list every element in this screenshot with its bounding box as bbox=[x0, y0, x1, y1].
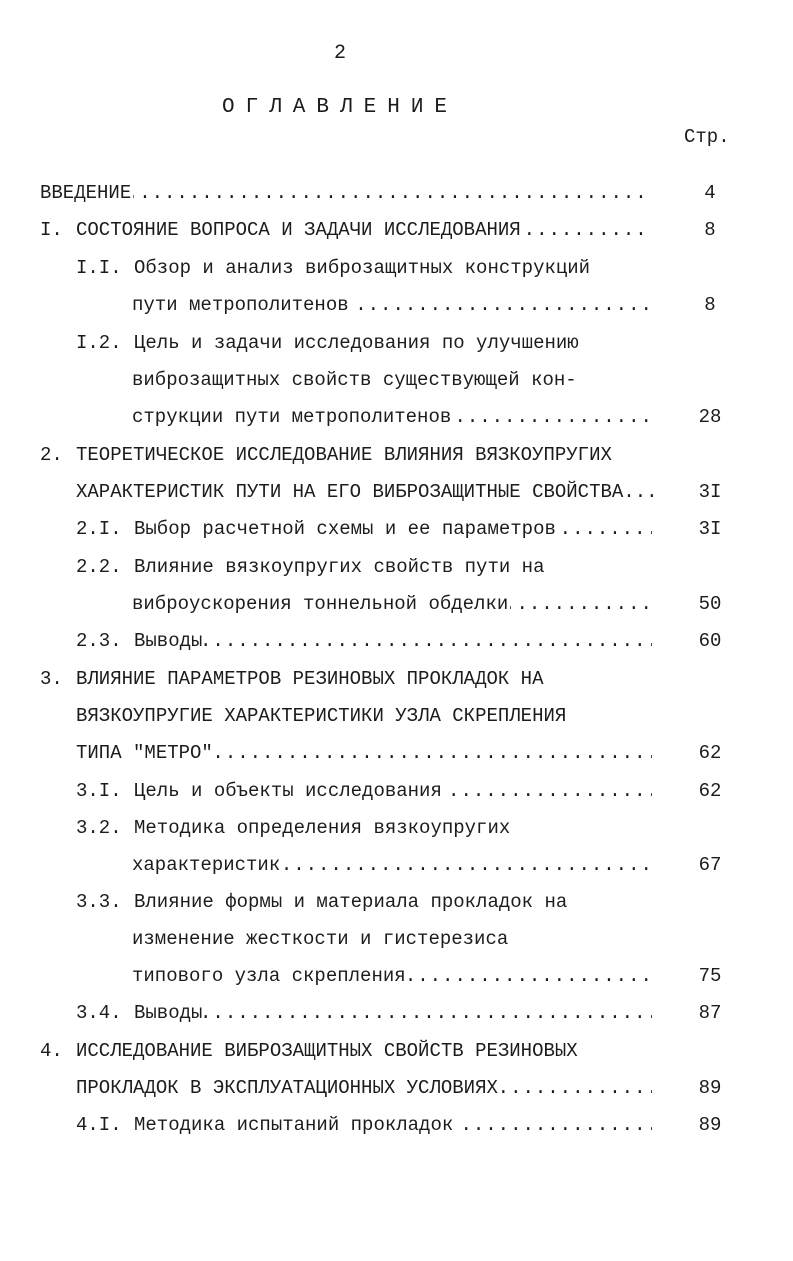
toc-entry-section-2-2-cont[interactable] bbox=[132, 589, 652, 619]
toc-entry-text: Обзор и анализ виброзащитных конструкций bbox=[134, 257, 591, 279]
toc-entry-number: 3.2. bbox=[76, 817, 122, 839]
toc-entry-chapter-1[interactable] bbox=[40, 215, 652, 245]
toc-entry-number: 4. bbox=[40, 1040, 63, 1062]
toc-entry-text: Цель и задачи исследования по улучшению bbox=[134, 332, 579, 354]
toc-entry-section-2-3[interactable] bbox=[76, 626, 652, 656]
toc-entry-text: ..... характеристик bbox=[132, 850, 282, 880]
toc-entry-section-1-2-cont2[interactable] bbox=[132, 402, 652, 432]
toc-entry-chapter-4-cont[interactable] bbox=[76, 1073, 652, 1103]
toc-entry-chapter-3-cont[interactable] bbox=[76, 701, 652, 731]
toc-entry-page: 8 bbox=[704, 219, 716, 241]
toc-entry-page: 89 bbox=[698, 1077, 722, 1099]
toc-entry-text: ..... ТИПА "МЕТРО" bbox=[76, 738, 215, 768]
page-column-label: Стр. bbox=[684, 126, 730, 148]
toc-entry-page: 3I bbox=[698, 518, 722, 540]
toc-entry-text: ..... типового узла скрепления bbox=[132, 961, 408, 991]
toc-entry-chapter-4[interactable] bbox=[40, 1036, 652, 1066]
toc-entry-number: 2.3. bbox=[76, 630, 122, 652]
toc-entry-number: 4.I. bbox=[76, 1114, 122, 1136]
toc-entry-section-1-2-cont[interactable] bbox=[132, 365, 652, 395]
toc-entry-text: изменение жесткости и гистерезиса bbox=[132, 924, 510, 954]
toc-entry-text: ..... струкции пути метрополитенов bbox=[132, 402, 453, 432]
toc-entry-text: Цель и объекты исследования bbox=[134, 780, 442, 802]
toc-entry-text: ..... пути метрополитенов bbox=[132, 290, 351, 320]
toc-entry-text: ..... виброускорения тоннельной обделки bbox=[132, 589, 510, 619]
toc-entry-page: 87 bbox=[698, 1002, 722, 1024]
toc-entry-introduction[interactable] bbox=[40, 178, 652, 208]
toc-entry-number: 2.2. bbox=[76, 556, 122, 578]
toc-entry-page: 89 bbox=[698, 1114, 722, 1136]
toc-entry-page: 8 bbox=[704, 294, 716, 316]
toc-entry-page: 50 bbox=[698, 593, 722, 615]
toc-entry-section-3-3-cont2[interactable] bbox=[132, 961, 652, 991]
toc-entry-number: I.I. bbox=[76, 257, 122, 279]
toc-entry-text: Влияние вязкоупругих свойств пути на bbox=[134, 556, 545, 578]
toc-entry-text: ВЛИЯНИЕ ПАРАМЕТРОВ РЕЗИНОВЫХ ПРОКЛАДОК НА bbox=[76, 668, 544, 690]
toc-entry-number: 3.I. bbox=[76, 780, 122, 802]
page-number: 2 bbox=[333, 42, 346, 65]
toc-entry-section-3-2[interactable] bbox=[76, 813, 652, 843]
toc-entry-text: Методика испытаний прокладок bbox=[134, 1114, 454, 1136]
toc-entry-text: Выводы bbox=[134, 630, 203, 652]
toc-entry-chapter-2[interactable] bbox=[40, 440, 652, 470]
toc-entry-section-1-1-cont[interactable] bbox=[132, 290, 652, 320]
toc-entry-page: 60 bbox=[698, 630, 722, 652]
toc-entry-section-2-1[interactable] bbox=[76, 514, 652, 544]
toc-entry-text: Выбор расчетной схемы и ее параметров bbox=[134, 518, 556, 540]
toc-entry-text: ТЕОРЕТИЧЕСКОЕ ИССЛЕДОВАНИЕ ВЛИЯНИЯ ВЯЗКОУПРУГИХ bbox=[76, 444, 612, 466]
toc-entry-section-3-3-cont[interactable] bbox=[132, 924, 652, 954]
toc-entry-text: ВЯЗКОУПРУГИЕ ХАРАКТЕРИСТИКИ УЗЛА СКРЕПЛЕНИЯ bbox=[76, 701, 568, 731]
toc-entry-text: виброзащитных свойств существующей кон- bbox=[132, 365, 579, 395]
toc-entry-section-1-2[interactable] bbox=[76, 328, 652, 358]
toc-entry-section-3-2-cont[interactable] bbox=[132, 850, 652, 880]
toc-entry-page: 28 bbox=[698, 406, 722, 428]
toc-entry-number: 3.3. bbox=[76, 891, 122, 913]
toc-entry-section-4-1[interactable] bbox=[76, 1110, 652, 1140]
toc-entry-chapter-2-cont[interactable] bbox=[76, 477, 666, 507]
toc-entry-text: ИССЛЕДОВАНИЕ ВИБРОЗАЩИТНЫХ СВОЙСТВ РЕЗИНОВЫХ bbox=[76, 1040, 578, 1062]
toc-entry-number: I.2. bbox=[76, 332, 122, 354]
toc-entry-page: 62 bbox=[698, 742, 722, 764]
toc-entry-text: Выводы bbox=[134, 1002, 203, 1024]
toc-entry-section-2-2[interactable] bbox=[76, 552, 652, 582]
toc-entry-text: СОСТОЯНИЕ ВОПРОСА И ЗАДАЧИ ИССЛЕДОВАНИЯ bbox=[76, 219, 521, 241]
toc-entry-section-1-1[interactable] bbox=[76, 253, 652, 283]
toc-entry-section-3-1[interactable] bbox=[76, 776, 652, 806]
toc-entry-chapter-3-cont2[interactable] bbox=[76, 738, 652, 768]
toc-entry-section-3-4[interactable] bbox=[76, 998, 652, 1028]
toc-entry-number: 2. bbox=[40, 444, 63, 466]
toc-entry-page: 62 bbox=[698, 780, 722, 802]
toc-entry-text: ..... ВВЕДЕНИЕ bbox=[40, 178, 133, 208]
toc-entry-page: 75 bbox=[698, 965, 722, 987]
toc-entry-section-3-3[interactable] bbox=[76, 887, 652, 917]
toc-entry-number: 3.4. bbox=[76, 1002, 122, 1024]
toc-entry-text: ..... ПРОКЛАДОК В ЭКСПЛУАТАЦИОННЫХ УСЛОВИЯХ bbox=[76, 1073, 500, 1103]
toc-entry-number: 2.I. bbox=[76, 518, 122, 540]
toc-entry-page: 67 bbox=[698, 854, 722, 876]
toc-title: ОГЛАВЛЕНИЕ bbox=[222, 96, 459, 119]
toc-entry-text: Влияние формы и материала прокладок на bbox=[134, 891, 568, 913]
toc-entry-text: Методика определения вязкоупругих bbox=[134, 817, 511, 839]
toc-entry-chapter-3[interactable] bbox=[40, 664, 652, 694]
toc-entry-number: I. bbox=[40, 219, 63, 241]
toc-entry-page: 4 bbox=[704, 182, 716, 204]
toc-entry-number: 3. bbox=[40, 668, 63, 690]
toc-entry-text: ХАРАКТЕРИСТИК ПУТИ НА ЕГО ВИБРОЗАЩИТНЫЕ СВОЙСТВА... bbox=[76, 477, 660, 507]
toc-entry-page: 3I bbox=[698, 481, 722, 503]
